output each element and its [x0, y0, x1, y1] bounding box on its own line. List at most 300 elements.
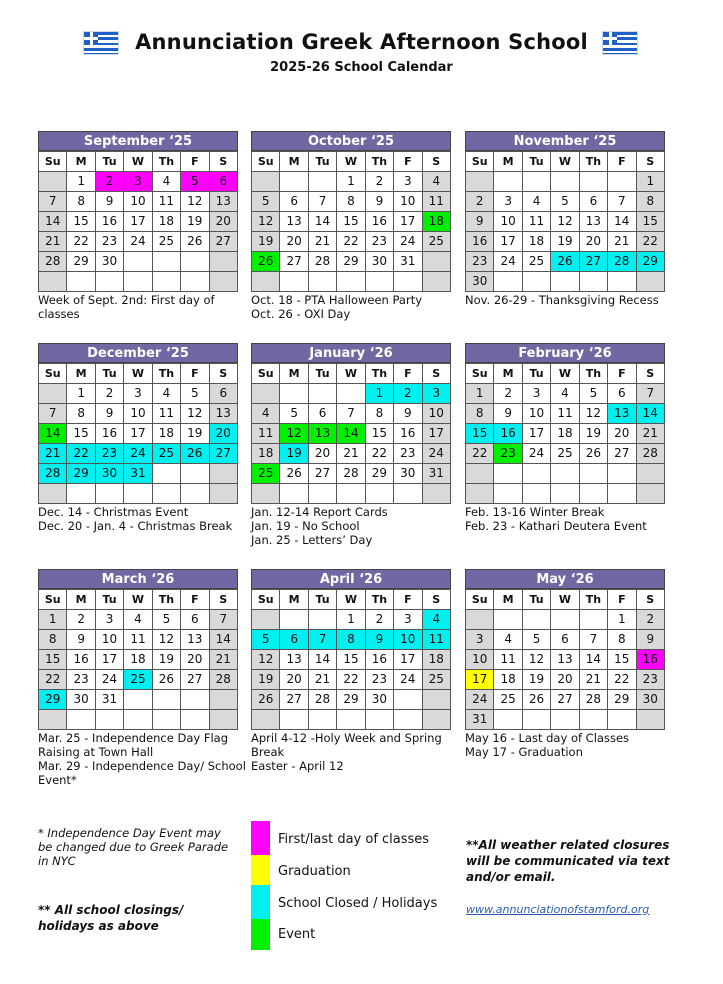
day-cell: 12: [181, 404, 209, 424]
day-cell: [181, 464, 209, 484]
day-cell: 10: [124, 404, 152, 424]
day-cell: 1: [337, 610, 365, 630]
day-cell: [551, 272, 579, 292]
day-cell: 27: [551, 690, 579, 710]
day-cell: 3: [466, 630, 494, 650]
day-cell: 20: [209, 424, 237, 444]
day-cell: 18: [494, 670, 522, 690]
day-cell: [422, 484, 450, 504]
day-cell: 7: [337, 404, 365, 424]
day-cell: 1: [636, 172, 664, 192]
day-cell: 7: [39, 404, 67, 424]
day-cell: 14: [39, 424, 67, 444]
weekday-header: Tu: [95, 364, 123, 384]
day-cell: [95, 484, 123, 504]
day-cell: 22: [67, 232, 95, 252]
day-cell: 19: [181, 424, 209, 444]
weekday-header: W: [124, 152, 152, 172]
day-cell: [124, 272, 152, 292]
day-cell: 13: [280, 650, 308, 670]
day-cell: 10: [124, 192, 152, 212]
day-cell: [209, 464, 237, 484]
weekday-header: W: [337, 364, 365, 384]
month-note: Week of Sept. 2nd: First day of classes: [38, 293, 215, 321]
day-cell: 20: [280, 232, 308, 252]
month-title: March ‘26: [38, 569, 238, 589]
day-cell: [608, 172, 636, 192]
day-cell: 29: [365, 464, 393, 484]
weekday-header: M: [494, 590, 522, 610]
weekday-header: Su: [466, 590, 494, 610]
day-cell: 19: [252, 232, 280, 252]
day-cell: 15: [337, 212, 365, 232]
month-note: Mar. 29 - Independence Day/ School Event*: [38, 759, 246, 787]
day-cell: [67, 484, 95, 504]
day-cell: 14: [308, 212, 336, 232]
day-cell: [422, 272, 450, 292]
day-cell: 11: [152, 192, 180, 212]
page-subtitle: 2025-26 School Calendar: [270, 60, 453, 75]
day-cell: 13: [181, 630, 209, 650]
day-cell: 2: [95, 384, 123, 404]
day-cell: 23: [494, 444, 522, 464]
day-cell: 19: [252, 670, 280, 690]
day-cell: [422, 690, 450, 710]
day-cell: [124, 710, 152, 730]
day-cell: [252, 272, 280, 292]
day-cell: 27: [209, 232, 237, 252]
day-cell: [152, 484, 180, 504]
month-notes: [251, 293, 461, 321]
day-cell: 6: [209, 384, 237, 404]
day-cell: 21: [308, 670, 336, 690]
day-cell: 14: [308, 650, 336, 670]
day-cell: 27: [209, 444, 237, 464]
day-cell: 27: [579, 252, 607, 272]
weekday-header: W: [551, 152, 579, 172]
day-cell: 8: [337, 630, 365, 650]
day-cell: 9: [95, 404, 123, 424]
day-cell: [152, 690, 180, 710]
day-cell: 23: [365, 670, 393, 690]
month-note: Oct. 26 - OXI Day: [251, 307, 351, 321]
month-title: April ‘26: [251, 569, 451, 589]
day-cell: 9: [394, 404, 422, 424]
day-cell: 14: [636, 404, 664, 424]
day-cell: 30: [466, 272, 494, 292]
day-cell: 6: [280, 192, 308, 212]
day-cell: 25: [124, 670, 152, 690]
day-cell: 7: [579, 630, 607, 650]
day-cell: [152, 252, 180, 272]
month-notes: [465, 731, 675, 759]
day-cell: 20: [579, 232, 607, 252]
day-cell: 10: [394, 192, 422, 212]
day-cell: 6: [308, 404, 336, 424]
day-cell: 29: [67, 464, 95, 484]
day-cell: 26: [579, 444, 607, 464]
month-note: Jan. 25 - Letters’ Day: [251, 533, 373, 547]
day-cell: 14: [608, 212, 636, 232]
day-cell: 20: [608, 424, 636, 444]
day-cell: 25: [422, 232, 450, 252]
day-cell: 12: [551, 212, 579, 232]
day-cell: [551, 172, 579, 192]
weekday-header: M: [67, 364, 95, 384]
day-cell: 28: [337, 464, 365, 484]
weekday-header: Su: [39, 364, 67, 384]
day-cell: 15: [636, 212, 664, 232]
day-cell: 1: [39, 610, 67, 630]
day-cell: 26: [181, 232, 209, 252]
day-cell: 15: [67, 212, 95, 232]
day-cell: 29: [67, 252, 95, 272]
day-cell: [252, 610, 280, 630]
day-cell: 7: [209, 610, 237, 630]
month-title: October ‘25: [251, 131, 451, 151]
day-cell: 21: [579, 670, 607, 690]
month-title: February ‘26: [465, 343, 665, 363]
day-cell: 28: [636, 444, 664, 464]
day-cell: 22: [608, 670, 636, 690]
weekday-header: M: [280, 152, 308, 172]
weekday-header: Su: [39, 152, 67, 172]
page-header: [0, 30, 723, 75]
day-cell: 31: [394, 252, 422, 272]
weekday-header: Tu: [308, 152, 336, 172]
day-cell: [494, 172, 522, 192]
legend-swatch-closed: [251, 885, 270, 919]
day-cell: [522, 610, 550, 630]
weekday-header: M: [280, 364, 308, 384]
day-cell: 2: [466, 192, 494, 212]
day-cell: 5: [551, 192, 579, 212]
month-calendar: [251, 343, 451, 504]
weekday-header: F: [394, 152, 422, 172]
month-note: Dec. 20 - Jan. 4 - Christmas Break: [38, 519, 233, 533]
day-cell: [152, 710, 180, 730]
day-cell: [636, 710, 664, 730]
weekday-header: M: [494, 364, 522, 384]
day-cell: [579, 464, 607, 484]
day-cell: 27: [280, 690, 308, 710]
day-cell: [95, 272, 123, 292]
weekday-header: Su: [252, 364, 280, 384]
day-cell: 8: [636, 192, 664, 212]
day-cell: 23: [67, 670, 95, 690]
day-cell: 28: [39, 252, 67, 272]
weekday-header: Th: [152, 152, 180, 172]
day-cell: [181, 272, 209, 292]
day-cell: 26: [522, 690, 550, 710]
day-cell: 22: [365, 444, 393, 464]
day-cell: 8: [39, 630, 67, 650]
day-cell: 3: [394, 172, 422, 192]
legend-label-first-last: First/last day of classes: [278, 832, 430, 847]
day-cell: [494, 610, 522, 630]
day-cell: [39, 272, 67, 292]
day-cell: 23: [365, 232, 393, 252]
day-cell: [636, 464, 664, 484]
day-cell: 16: [494, 424, 522, 444]
legend-swatch-first-last: [251, 821, 270, 855]
day-cell: [579, 610, 607, 630]
weekday-header: M: [494, 152, 522, 172]
day-cell: 11: [124, 630, 152, 650]
day-cell: [209, 272, 237, 292]
day-cell: 16: [67, 650, 95, 670]
day-cell: 23: [394, 444, 422, 464]
day-cell: 12: [181, 192, 209, 212]
day-cell: 26: [280, 464, 308, 484]
weekday-header: S: [422, 364, 450, 384]
weekday-header: S: [636, 590, 664, 610]
month-note: Mar. 25 - Independence Day Flag Raising at Town Hall: [38, 731, 229, 759]
day-cell: 9: [636, 630, 664, 650]
day-cell: [365, 484, 393, 504]
day-cell: 7: [39, 192, 67, 212]
day-cell: [181, 690, 209, 710]
day-cell: 26: [252, 252, 280, 272]
day-cell: 21: [308, 232, 336, 252]
day-cell: 14: [209, 630, 237, 650]
month-notes: [465, 505, 675, 533]
day-cell: [209, 710, 237, 730]
day-cell: 17: [522, 424, 550, 444]
day-cell: [494, 710, 522, 730]
day-cell: 12: [252, 650, 280, 670]
day-cell: 19: [551, 232, 579, 252]
day-cell: [308, 384, 336, 404]
day-cell: 1: [608, 610, 636, 630]
day-cell: 24: [522, 444, 550, 464]
weekday-header: Su: [466, 152, 494, 172]
day-cell: 2: [494, 384, 522, 404]
month-note: May 17 - Graduation: [465, 745, 583, 759]
day-cell: 30: [67, 690, 95, 710]
day-cell: 4: [422, 610, 450, 630]
weekday-header: F: [181, 364, 209, 384]
day-cell: [608, 710, 636, 730]
day-cell: 26: [252, 690, 280, 710]
day-cell: [394, 272, 422, 292]
weekday-header: F: [608, 152, 636, 172]
day-cell: 24: [422, 444, 450, 464]
day-cell: 14: [579, 650, 607, 670]
closings-footnote: ** All school closings/ holidays as above: [38, 903, 184, 933]
month-notes: [465, 293, 675, 307]
day-cell: [152, 272, 180, 292]
day-cell: 21: [337, 444, 365, 464]
day-cell: [308, 610, 336, 630]
weekday-header: S: [209, 152, 237, 172]
day-cell: 16: [636, 650, 664, 670]
day-cell: 19: [181, 212, 209, 232]
weekday-header: W: [551, 364, 579, 384]
day-cell: [39, 484, 67, 504]
day-cell: 7: [308, 630, 336, 650]
weekday-header: F: [608, 364, 636, 384]
day-cell: [579, 710, 607, 730]
day-cell: [551, 710, 579, 730]
day-cell: 27: [308, 464, 336, 484]
day-cell: 4: [152, 172, 180, 192]
day-cell: 20: [181, 650, 209, 670]
month-calendar: [38, 131, 238, 292]
website-link[interactable]: www.annunciationofstamford.org: [466, 903, 650, 916]
day-cell: 13: [209, 192, 237, 212]
weekday-header: M: [67, 152, 95, 172]
day-cell: 24: [394, 232, 422, 252]
day-cell: 7: [636, 384, 664, 404]
day-cell: [522, 464, 550, 484]
day-cell: 2: [95, 172, 123, 192]
month-note: Dec. 14 - Christmas Event: [38, 505, 189, 519]
weekday-header: F: [181, 152, 209, 172]
day-cell: 31: [124, 464, 152, 484]
day-cell: 28: [308, 252, 336, 272]
day-cell: [608, 464, 636, 484]
day-cell: 5: [181, 172, 209, 192]
month-title: January ‘26: [251, 343, 451, 363]
weekday-header: Su: [39, 590, 67, 610]
day-cell: [252, 172, 280, 192]
day-cell: [280, 484, 308, 504]
day-cell: 4: [152, 384, 180, 404]
weekday-header: Th: [365, 590, 393, 610]
day-cell: [337, 484, 365, 504]
day-cell: 3: [522, 384, 550, 404]
day-cell: 5: [252, 630, 280, 650]
day-cell: 21: [209, 650, 237, 670]
day-cell: 28: [579, 690, 607, 710]
day-cell: 12: [522, 650, 550, 670]
day-cell: 24: [394, 670, 422, 690]
day-cell: 3: [124, 384, 152, 404]
day-cell: 14: [39, 212, 67, 232]
weekday-header: S: [209, 590, 237, 610]
weekday-header: Th: [579, 152, 607, 172]
day-cell: 1: [67, 172, 95, 192]
month-calendar: [465, 569, 665, 730]
month-calendar: [465, 131, 665, 292]
day-cell: [337, 272, 365, 292]
legend-label-graduation: Graduation: [278, 864, 351, 879]
month-title: November ‘25: [465, 131, 665, 151]
day-cell: 22: [39, 670, 67, 690]
weekday-header: F: [181, 590, 209, 610]
weekday-header: Tu: [522, 590, 550, 610]
day-cell: 18: [422, 650, 450, 670]
day-cell: [579, 172, 607, 192]
day-cell: 9: [466, 212, 494, 232]
month-title: May ‘26: [465, 569, 665, 589]
day-cell: [422, 710, 450, 730]
day-cell: 26: [551, 252, 579, 272]
weekday-header: Su: [252, 590, 280, 610]
day-cell: [67, 710, 95, 730]
day-cell: 19: [522, 670, 550, 690]
day-cell: [394, 690, 422, 710]
day-cell: 21: [608, 232, 636, 252]
day-cell: 10: [422, 404, 450, 424]
weekday-header: S: [636, 364, 664, 384]
day-cell: 30: [95, 252, 123, 272]
day-cell: [522, 484, 550, 504]
day-cell: 27: [181, 670, 209, 690]
day-cell: 30: [394, 464, 422, 484]
day-cell: [209, 690, 237, 710]
weekday-header: Th: [579, 364, 607, 384]
day-cell: 29: [608, 690, 636, 710]
day-cell: 16: [365, 650, 393, 670]
day-cell: [466, 172, 494, 192]
day-cell: 2: [365, 172, 393, 192]
day-cell: 8: [365, 404, 393, 424]
month-note: May 16 - Last day of Classes: [465, 731, 630, 745]
day-cell: 20: [551, 670, 579, 690]
day-cell: [494, 484, 522, 504]
month-title: December ‘25: [38, 343, 238, 363]
day-cell: 18: [124, 650, 152, 670]
day-cell: 16: [394, 424, 422, 444]
day-cell: 15: [39, 650, 67, 670]
weekday-header: M: [280, 590, 308, 610]
day-cell: 13: [280, 212, 308, 232]
day-cell: 9: [365, 630, 393, 650]
day-cell: 11: [522, 212, 550, 232]
day-cell: 5: [579, 384, 607, 404]
day-cell: [280, 384, 308, 404]
month-calendar: [251, 569, 451, 730]
day-cell: [280, 272, 308, 292]
day-cell: [522, 272, 550, 292]
day-cell: 28: [209, 670, 237, 690]
weekday-header: Th: [152, 364, 180, 384]
day-cell: 13: [308, 424, 336, 444]
day-cell: [209, 484, 237, 504]
day-cell: 15: [608, 650, 636, 670]
day-cell: 10: [522, 404, 550, 424]
weekday-header: Tu: [308, 364, 336, 384]
day-cell: 29: [636, 252, 664, 272]
day-cell: 25: [152, 444, 180, 464]
day-cell: [308, 272, 336, 292]
day-cell: 2: [365, 610, 393, 630]
day-cell: [551, 464, 579, 484]
day-cell: 4: [124, 610, 152, 630]
day-cell: 25: [494, 690, 522, 710]
day-cell: 22: [337, 232, 365, 252]
day-cell: 1: [365, 384, 393, 404]
weekday-header: Tu: [95, 590, 123, 610]
legend-label-closed: School Closed / Holidays: [278, 896, 438, 911]
day-cell: [636, 484, 664, 504]
day-cell: 1: [337, 172, 365, 192]
day-cell: 25: [252, 464, 280, 484]
day-cell: 10: [466, 650, 494, 670]
weekday-header: Tu: [522, 152, 550, 172]
weekday-header: Th: [365, 364, 393, 384]
day-cell: 14: [337, 424, 365, 444]
day-cell: [308, 710, 336, 730]
day-cell: 5: [280, 404, 308, 424]
day-cell: 11: [422, 192, 450, 212]
day-cell: 31: [422, 464, 450, 484]
day-cell: [337, 710, 365, 730]
day-cell: 12: [152, 630, 180, 650]
day-cell: 2: [636, 610, 664, 630]
